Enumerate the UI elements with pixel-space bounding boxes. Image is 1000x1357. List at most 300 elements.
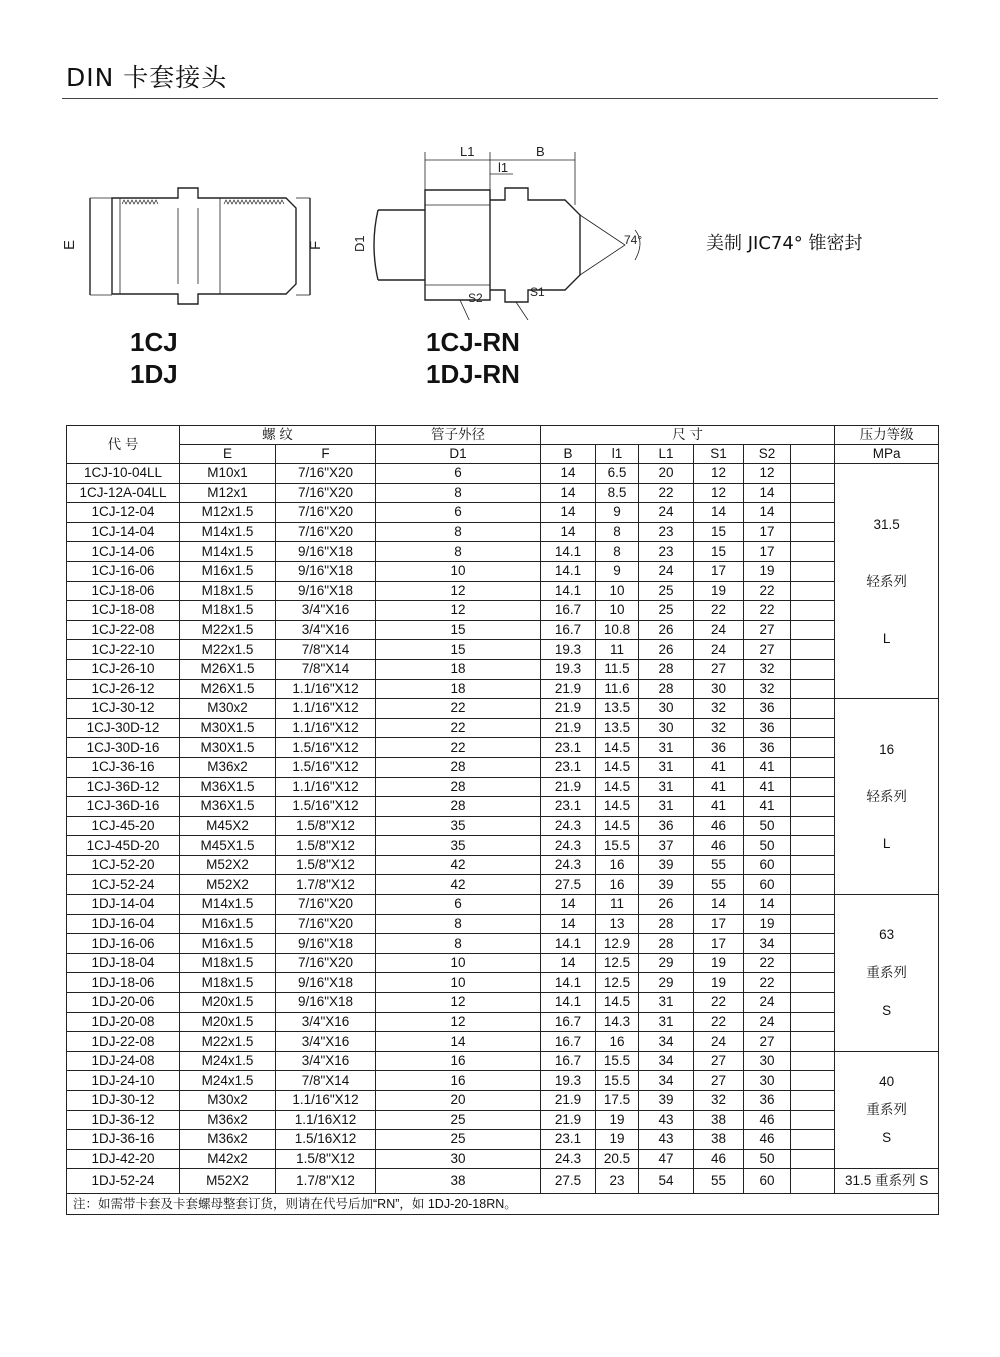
pressure-group-line: 31.5 [873, 516, 900, 532]
table-cell-blank [791, 1032, 835, 1052]
table-cell: 17 [694, 934, 744, 954]
table-cell: 27.5 [541, 1169, 596, 1194]
table-cell: 18 [376, 659, 541, 679]
table-cell: 7/16"X20 [276, 522, 376, 542]
table-cell: M10x1 [180, 464, 276, 484]
table-cell: 13.5 [596, 718, 639, 738]
table-row [67, 993, 939, 1013]
table-cell: 16 [596, 855, 639, 875]
table-cell: 3/4"X16 [276, 620, 376, 640]
table-cell: 21.9 [541, 718, 596, 738]
table-row [67, 1169, 939, 1194]
label-E: E [61, 239, 78, 250]
table-cell: 34 [639, 1071, 694, 1091]
table-cell: 14.1 [541, 973, 596, 993]
table-cell: 32 [744, 659, 791, 679]
table-cell: M16x1.5 [180, 561, 276, 581]
table-cell: 14 [541, 895, 596, 915]
table-cell-blank [791, 1169, 835, 1194]
table-cell: 35 [376, 816, 541, 836]
table-cell-blank [791, 483, 835, 503]
table-cell: 19.3 [541, 1071, 596, 1091]
table-cell-blank [791, 816, 835, 836]
table-row [67, 836, 939, 856]
table-cell: 8 [596, 522, 639, 542]
table-cell: 7/16"X20 [276, 503, 376, 523]
label-S2: S2 [468, 291, 483, 305]
label-l1: l1 [498, 160, 509, 175]
table-cell-blank [791, 561, 835, 581]
table-cell: 22 [639, 483, 694, 503]
table-cell: 16 [596, 1032, 639, 1052]
table-cell: 25 [376, 1110, 541, 1130]
table-cell: 9/16"X18 [276, 542, 376, 562]
table-row [67, 914, 939, 934]
table-cell: 55 [694, 1169, 744, 1194]
table-cell: 12 [376, 1012, 541, 1032]
table-cell: 24 [639, 503, 694, 523]
table-cell: 17 [744, 542, 791, 562]
table-cell: 14 [376, 1032, 541, 1052]
table-row [67, 973, 939, 993]
table-cell-blank [791, 601, 835, 621]
fitting-drawings [60, 130, 700, 320]
table-cell: 38 [694, 1130, 744, 1150]
table-cell: 1DJ-42-20 [67, 1149, 180, 1169]
table-cell: 39 [639, 855, 694, 875]
table-cell: 22 [376, 738, 541, 758]
table-cell: 30 [694, 679, 744, 699]
table-cell-blank [791, 522, 835, 542]
table-cell: 10 [376, 561, 541, 581]
table-cell: 41 [694, 797, 744, 817]
table-cell: 15 [376, 640, 541, 660]
table-cell: 46 [694, 1149, 744, 1169]
table-cell: 14.5 [596, 738, 639, 758]
table-cell: 23.1 [541, 797, 596, 817]
table-cell: 1DJ-36-16 [67, 1130, 180, 1150]
pressure-group-line: L [882, 836, 891, 852]
table-cell: 1CJ-52-24 [67, 875, 180, 895]
table-row [67, 757, 939, 777]
table-cell: 19 [744, 561, 791, 581]
table-cell: 42 [376, 875, 541, 895]
table-cell: 21.9 [541, 1091, 596, 1111]
table-cell: 6 [376, 464, 541, 484]
table-cell: 42 [376, 855, 541, 875]
table-cell-blank [791, 914, 835, 934]
pressure-group [835, 699, 939, 895]
table-cell: 1DJ-22-08 [67, 1032, 180, 1052]
table-cell: 7/8"X14 [276, 659, 376, 679]
table-cell: 8 [376, 483, 541, 503]
table-cell: 1CJ-12A-04LL [67, 483, 180, 503]
table-cell: 27 [744, 620, 791, 640]
table-row [67, 561, 939, 581]
table-cell: 55 [694, 875, 744, 895]
table-cell: 19 [694, 581, 744, 601]
1cj-fitting-drawing [90, 188, 310, 304]
table-cell: 1.1/16"X12 [276, 679, 376, 699]
header-tube-od: 管子外径 [376, 426, 541, 445]
table-cell-blank [791, 620, 835, 640]
table-cell-blank [791, 699, 835, 719]
table-row [67, 464, 939, 484]
table-cell-blank [791, 1130, 835, 1150]
table-cell: 14.1 [541, 542, 596, 562]
table-cell: 36 [744, 738, 791, 758]
table-cell: 1.1/16X12 [276, 1110, 376, 1130]
table-row [67, 777, 939, 797]
table-cell: M30X1.5 [180, 718, 276, 738]
table-cell: 30 [639, 718, 694, 738]
table-cell: 24 [694, 620, 744, 640]
table-cell: 43 [639, 1130, 694, 1150]
pressure-group-line: 31.5 重系列 S [844, 1173, 929, 1189]
table-cell: 1DJ-52-24 [67, 1169, 180, 1194]
header-l1: l1 [596, 445, 639, 464]
table-cell-blank [791, 1051, 835, 1071]
table-cell: 1.5/16X12 [276, 1130, 376, 1150]
table-cell: 1DJ-18-06 [67, 973, 180, 993]
table-cell: 41 [744, 797, 791, 817]
table-cell: 39 [639, 1091, 694, 1111]
table-cell-blank [791, 1110, 835, 1130]
table-cell-blank [791, 875, 835, 895]
table-cell: M14x1.5 [180, 895, 276, 915]
table-cell: 12.9 [596, 934, 639, 954]
table-cell: 19 [596, 1110, 639, 1130]
table-cell: 28 [376, 797, 541, 817]
table-cell: 11 [596, 640, 639, 660]
table-cell: 1CJ-26-12 [67, 679, 180, 699]
table-cell-blank [791, 855, 835, 875]
table-cell: 41 [744, 777, 791, 797]
table-cell: 15 [376, 620, 541, 640]
table-cell: 1DJ-24-10 [67, 1071, 180, 1091]
table-cell: 19 [694, 953, 744, 973]
title-divider [62, 98, 938, 99]
table-cell: 54 [639, 1169, 694, 1194]
header-dimensions: 尺 寸 [541, 426, 835, 445]
table-cell: 46 [694, 836, 744, 856]
table-cell: M26X1.5 [180, 679, 276, 699]
table-cell: M30x2 [180, 1091, 276, 1111]
table-cell: 14.5 [596, 993, 639, 1013]
table-cell: M24x1.5 [180, 1051, 276, 1071]
table-cell: 50 [744, 836, 791, 856]
table-cell: 22 [694, 1012, 744, 1032]
table-cell: 29 [639, 973, 694, 993]
table-cell: 29 [639, 953, 694, 973]
table-cell: 14.3 [596, 1012, 639, 1032]
table-cell: 14 [744, 895, 791, 915]
table-cell: 27 [694, 1051, 744, 1071]
table-cell-blank [791, 777, 835, 797]
table-cell: 1CJ-36D-16 [67, 797, 180, 817]
table-cell: M18x1.5 [180, 601, 276, 621]
table-cell: 27 [694, 659, 744, 679]
table-cell: 26 [639, 640, 694, 660]
table-row [67, 797, 939, 817]
table-cell: M45X2 [180, 816, 276, 836]
table-cell: 1.7/8"X12 [276, 875, 376, 895]
table-cell: 16 [596, 875, 639, 895]
table-cell: 28 [639, 934, 694, 954]
table-cell: 14.1 [541, 993, 596, 1013]
table-cell: M30X1.5 [180, 738, 276, 758]
table-cell: 41 [694, 777, 744, 797]
table-cell: 1.5/8"X12 [276, 816, 376, 836]
table-cell-blank [791, 973, 835, 993]
table-cell: 18 [376, 679, 541, 699]
table-cell: 30 [744, 1051, 791, 1071]
table-cell: 22 [694, 993, 744, 1013]
table-cell: 8 [376, 934, 541, 954]
table-cell: M18x1.5 [180, 953, 276, 973]
table-cell: 15.5 [596, 1071, 639, 1091]
table-cell-blank [791, 659, 835, 679]
table-cell: 15 [694, 522, 744, 542]
table-cell: 14 [541, 503, 596, 523]
table-cell: 31 [639, 757, 694, 777]
table-cell: 23.1 [541, 757, 596, 777]
table-cell: 24.3 [541, 816, 596, 836]
table-cell: 1CJ-36-16 [67, 757, 180, 777]
table-cell-blank [791, 953, 835, 973]
table-cell-blank [791, 993, 835, 1013]
label-D1: D1 [352, 235, 367, 252]
table-cell: M52X2 [180, 855, 276, 875]
table-cell: M12x1 [180, 483, 276, 503]
table-cell: 22 [744, 973, 791, 993]
model-label-right [426, 326, 520, 390]
table-cell: 7/16"X20 [276, 914, 376, 934]
table-cell: 31 [639, 1012, 694, 1032]
header-F: F [276, 445, 376, 464]
table-cell: 60 [744, 855, 791, 875]
table-cell: 1CJ-36D-12 [67, 777, 180, 797]
table-cell: 19.3 [541, 640, 596, 660]
table-cell: M14x1.5 [180, 522, 276, 542]
table-cell: 14 [541, 914, 596, 934]
1cj-rn-fitting-drawing [374, 152, 643, 320]
table-cell: 14.5 [596, 816, 639, 836]
table-cell: 1.1/16"X12 [276, 699, 376, 719]
table-cell: 14.1 [541, 561, 596, 581]
table-cell: M14x1.5 [180, 542, 276, 562]
table-cell-blank [791, 1149, 835, 1169]
table-cell: 8 [376, 522, 541, 542]
table-cell-blank [791, 542, 835, 562]
table-cell: 1CJ-18-08 [67, 601, 180, 621]
table-cell: 16 [376, 1071, 541, 1091]
table-cell: M22x1.5 [180, 1032, 276, 1052]
header-L1: L1 [639, 445, 694, 464]
pressure-group [835, 1169, 939, 1194]
table-cell: 24 [744, 1012, 791, 1032]
table-cell: 3/4"X16 [276, 1032, 376, 1052]
table-cell: 34 [639, 1051, 694, 1071]
table-cell: 16.7 [541, 1012, 596, 1032]
table-cell: 41 [694, 757, 744, 777]
table-row [67, 855, 939, 875]
header-S1: S1 [694, 445, 744, 464]
table-cell: 9/16"X18 [276, 973, 376, 993]
header-row-1 [67, 426, 939, 445]
table-cell: 9/16"X18 [276, 934, 376, 954]
table-cell: 38 [694, 1110, 744, 1130]
table-cell: 1CJ-30D-12 [67, 718, 180, 738]
table-cell: 12.5 [596, 953, 639, 973]
label-L1: L1 [460, 144, 475, 159]
table-cell-blank [791, 503, 835, 523]
table-cell: 30 [376, 1149, 541, 1169]
table-cell: 22 [744, 581, 791, 601]
table-cell: 9 [596, 561, 639, 581]
table-cell: 47 [639, 1149, 694, 1169]
table-cell: 1.5/8"X12 [276, 855, 376, 875]
table-cell: 24 [694, 640, 744, 660]
table-cell: 24.3 [541, 836, 596, 856]
header-pressure: 压力等级 [835, 426, 939, 445]
table-cell: 34 [744, 934, 791, 954]
table-cell: 23.1 [541, 1130, 596, 1150]
header-mpa: MPa [835, 445, 939, 464]
table-cell-blank [791, 1091, 835, 1111]
table-cell: 60 [744, 875, 791, 895]
table-cell: M36x2 [180, 757, 276, 777]
table-cell: 50 [744, 816, 791, 836]
table-row [67, 934, 939, 954]
table-cell: 1.7/8"X12 [276, 1169, 376, 1194]
table-cell: 1CJ-14-06 [67, 542, 180, 562]
table-cell: 1.1/16"X12 [276, 777, 376, 797]
header-row-2 [67, 445, 939, 464]
page-title: DIN 卡套接头 [66, 63, 228, 92]
table-cell: 31 [639, 993, 694, 1013]
table-cell: M20x1.5 [180, 993, 276, 1013]
table-cell: 14 [694, 895, 744, 915]
table-cell: 12 [376, 581, 541, 601]
table-cell: 19 [694, 973, 744, 993]
table-cell: 21.9 [541, 699, 596, 719]
table-cell: 10 [376, 973, 541, 993]
table-row [67, 1149, 939, 1169]
table-cell: 14.1 [541, 934, 596, 954]
table-cell: 15 [694, 542, 744, 562]
table-cell: 14 [694, 503, 744, 523]
table-cell: 24 [639, 561, 694, 581]
table-cell: 6 [376, 503, 541, 523]
header-B: B [541, 445, 596, 464]
table-cell: 11.5 [596, 659, 639, 679]
table-cell: M36x2 [180, 1130, 276, 1150]
table-cell: 1CJ-18-06 [67, 581, 180, 601]
table-cell: 1CJ-10-04LL [67, 464, 180, 484]
table-cell: 12 [376, 993, 541, 1013]
table-cell-blank [791, 895, 835, 915]
table-row [67, 875, 939, 895]
table-cell: M26X1.5 [180, 659, 276, 679]
table-cell-blank [791, 679, 835, 699]
table-cell: 15.5 [596, 836, 639, 856]
table-cell: 19 [596, 1130, 639, 1150]
table-cell: 43 [639, 1110, 694, 1130]
table-cell: 16 [376, 1051, 541, 1071]
header-E: E [180, 445, 276, 464]
table-cell: 7/8"X14 [276, 640, 376, 660]
table-row [67, 679, 939, 699]
table-cell: 22 [376, 718, 541, 738]
table-row [67, 640, 939, 660]
table-cell: 8 [376, 914, 541, 934]
table-cell: 16.7 [541, 1032, 596, 1052]
table-cell-blank [791, 581, 835, 601]
table-cell: 1.5/8"X12 [276, 836, 376, 856]
table-cell: M45X1.5 [180, 836, 276, 856]
table-cell: 19.3 [541, 659, 596, 679]
table-cell: 24.3 [541, 1149, 596, 1169]
table-cell: 21.9 [541, 1110, 596, 1130]
pressure-group-line: S [882, 1002, 892, 1018]
table-cell: M24x1.5 [180, 1071, 276, 1091]
footnote-row [67, 1194, 939, 1215]
table-cell: 26 [639, 895, 694, 915]
table-cell: 26 [639, 620, 694, 640]
table-cell: 14 [541, 522, 596, 542]
pressure-group-line: 63 [879, 926, 895, 942]
table-cell: 50 [744, 1149, 791, 1169]
table-cell: M36x2 [180, 1110, 276, 1130]
table-cell: 46 [744, 1110, 791, 1130]
table-cell: 1CJ-16-06 [67, 561, 180, 581]
table-cell: M22x1.5 [180, 620, 276, 640]
table-cell: 31 [639, 797, 694, 817]
table-cell: 10.8 [596, 620, 639, 640]
table-cell: 32 [694, 718, 744, 738]
table-cell: 28 [376, 777, 541, 797]
table-cell: 3/4"X16 [276, 1012, 376, 1032]
jic-seal-note: 美制 JIC74° 锥密封 [706, 233, 863, 254]
table-cell-blank [791, 738, 835, 758]
header-code: 代 号 [67, 426, 180, 464]
table-cell: 7/8"X14 [276, 1071, 376, 1091]
pressure-group-line: 40 [879, 1074, 895, 1090]
label-B: B [536, 144, 545, 159]
table-cell: 10 [376, 953, 541, 973]
table-cell: 32 [694, 699, 744, 719]
footnote: 注：如需带卡套及卡套螺母整套订货，则请在代号后加“RN”，如 1DJ-20-18RN。 [67, 1194, 939, 1215]
table-cell: M18x1.5 [180, 581, 276, 601]
pressure-group-line: 16 [879, 742, 895, 758]
table-cell: 34 [639, 1032, 694, 1052]
table-cell: 20 [376, 1091, 541, 1111]
table-cell: 3/4"X16 [276, 1051, 376, 1071]
table-cell: 12.5 [596, 973, 639, 993]
pressure-group-line: L [882, 630, 891, 646]
table-cell: 1CJ-14-04 [67, 522, 180, 542]
table-cell: 1DJ-20-06 [67, 993, 180, 1013]
table-cell: 1DJ-24-08 [67, 1051, 180, 1071]
pressure-group-line: 轻系列 [866, 573, 907, 589]
table-cell: 7/16"X20 [276, 953, 376, 973]
table-cell: 1CJ-22-08 [67, 620, 180, 640]
header-S2: S2 [744, 445, 791, 464]
table-row [67, 1051, 939, 1071]
table-row [67, 1091, 939, 1111]
table-cell: 1.5/8"X12 [276, 1149, 376, 1169]
